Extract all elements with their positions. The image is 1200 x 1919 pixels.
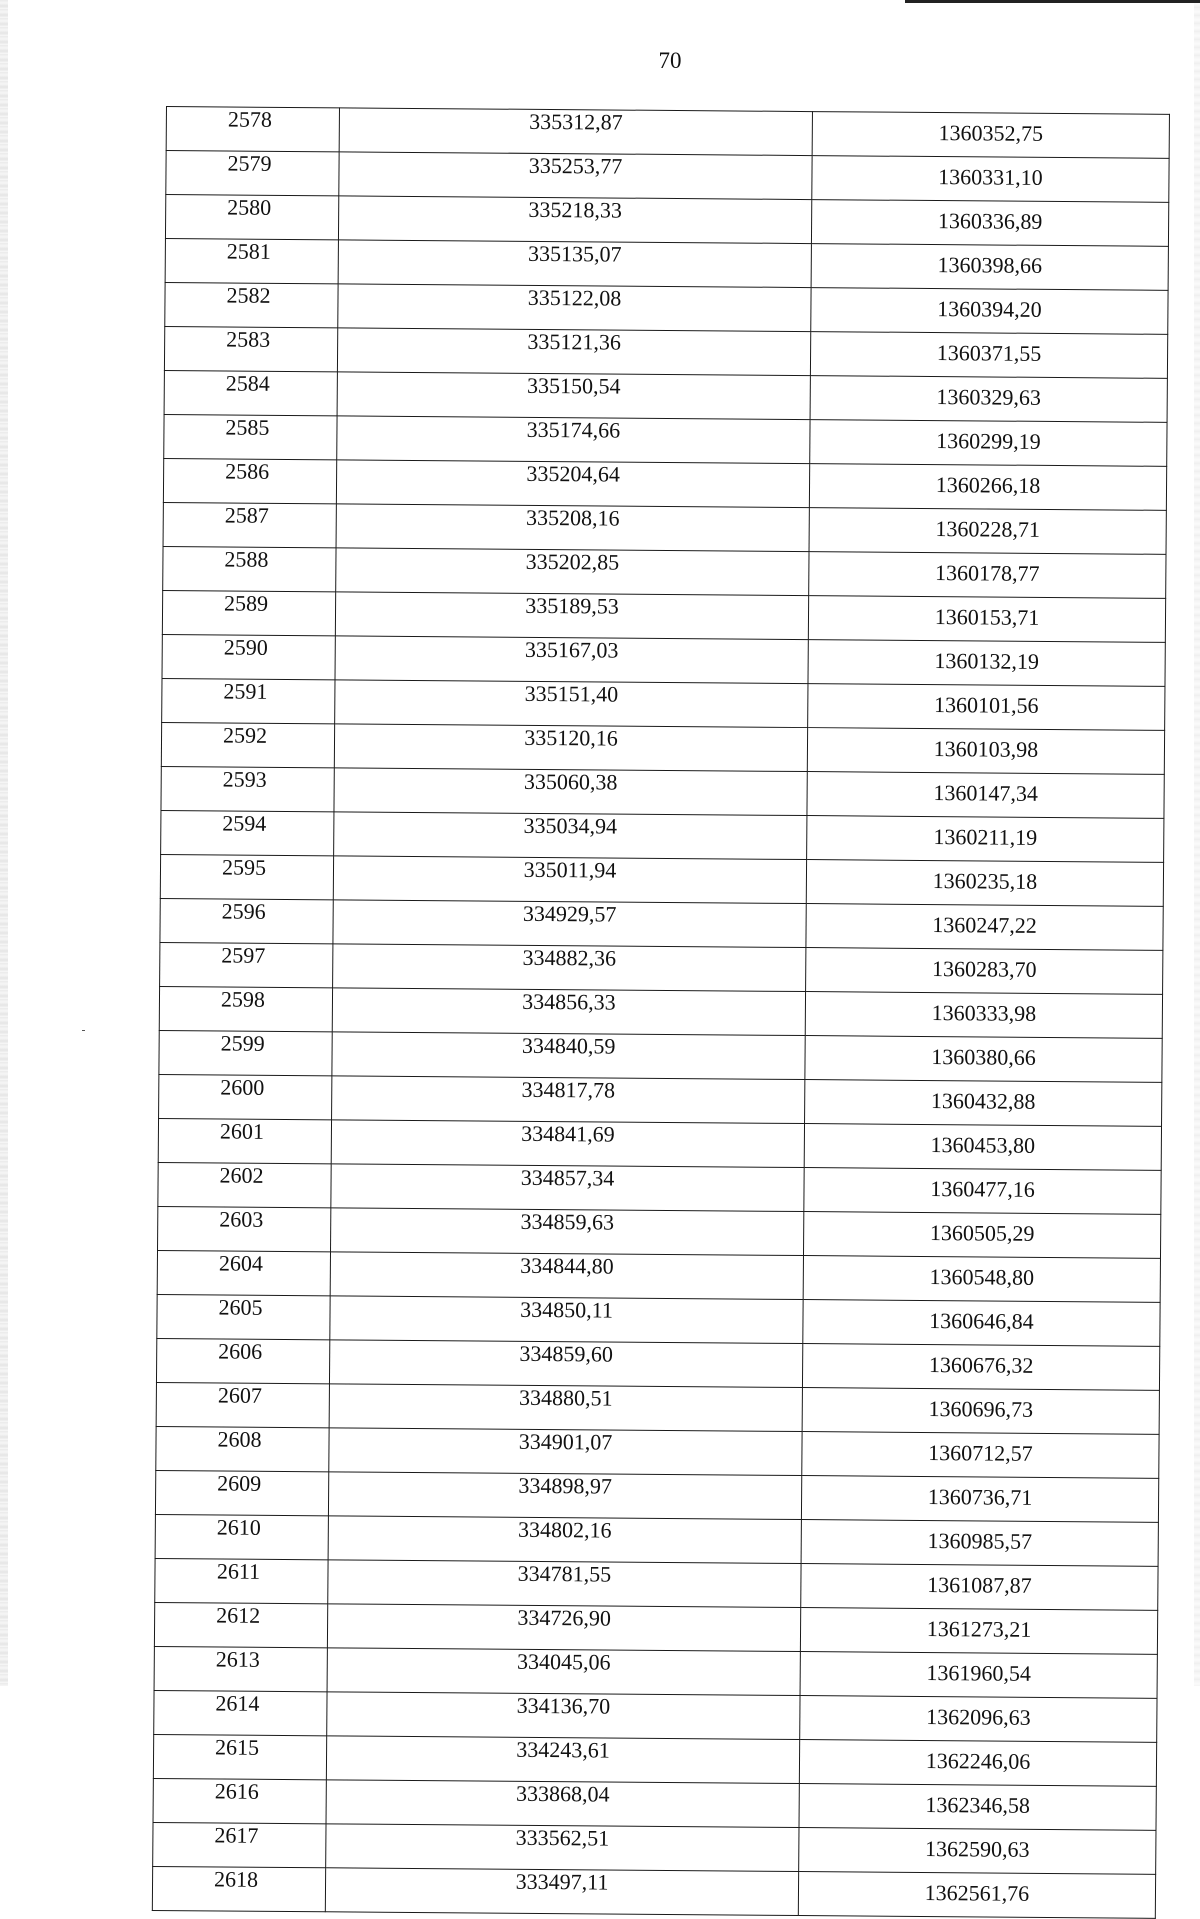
- x-coordinate-cell: 334898,97: [328, 1472, 801, 1520]
- point-number-cell: 2590: [162, 634, 335, 679]
- table-row: [156, 1338, 1159, 1390]
- y-coordinate-cell: 1360101,56: [808, 684, 1165, 731]
- point-number-cell: 2579: [166, 151, 339, 196]
- y-coordinate-cell: 1360235,18: [806, 860, 1163, 907]
- x-coordinate-cell: 335167,03: [335, 636, 808, 684]
- y-coordinate-cell: 1360247,22: [806, 904, 1163, 951]
- table-row: [157, 1294, 1160, 1346]
- x-coordinate-cell: 334841,69: [331, 1120, 804, 1168]
- point-number-cell: 2602: [158, 1162, 331, 1207]
- y-coordinate-cell: 1360153,71: [808, 596, 1165, 643]
- y-coordinate-cell: 1360103,98: [807, 728, 1164, 775]
- y-coordinate-cell: 1360712,57: [802, 1432, 1159, 1479]
- table-row: [166, 151, 1169, 203]
- point-number-cell: 2591: [162, 678, 335, 723]
- point-number-cell: 2592: [161, 722, 334, 767]
- y-coordinate-cell: 1360736,71: [801, 1476, 1158, 1523]
- x-coordinate-cell: 333497,11: [325, 1868, 798, 1916]
- y-coordinate-cell: 1360211,19: [807, 816, 1164, 863]
- table-row: [159, 986, 1162, 1038]
- y-coordinate-cell: 1362561,76: [798, 1872, 1155, 1919]
- y-coordinate-cell: 1362346,58: [799, 1784, 1156, 1831]
- top-rule: [905, 0, 1200, 3]
- table-row: [163, 458, 1166, 510]
- table-row: [154, 1646, 1157, 1698]
- table-row: [159, 1074, 1162, 1126]
- point-number-cell: 2580: [165, 195, 338, 240]
- x-coordinate-cell: 335151,40: [335, 680, 808, 728]
- table-row: [160, 854, 1163, 906]
- scan-edge-left: [0, 0, 8, 1686]
- x-coordinate-cell: 335253,77: [339, 152, 812, 200]
- x-coordinate-cell: 335122,08: [338, 284, 811, 332]
- point-number-cell: 2586: [163, 458, 336, 503]
- coordinates-table-wrapper: [152, 106, 1160, 1919]
- x-coordinate-cell: 334726,90: [327, 1604, 800, 1652]
- table-row: [158, 1206, 1161, 1258]
- table-row: [153, 1734, 1156, 1786]
- y-coordinate-cell: 1360331,10: [812, 156, 1169, 203]
- y-coordinate-cell: 1360676,32: [802, 1344, 1159, 1391]
- point-number-cell: 2613: [154, 1646, 327, 1691]
- table-row: [155, 1470, 1158, 1522]
- y-coordinate-cell: 1360371,55: [810, 332, 1167, 379]
- x-coordinate-cell: 335204,64: [336, 460, 809, 508]
- page-number: 70: [658, 48, 682, 73]
- point-number-cell: 2594: [161, 810, 334, 855]
- y-coordinate-cell: 1360985,57: [801, 1520, 1158, 1567]
- table-row: [154, 1690, 1157, 1742]
- table-row: [164, 414, 1167, 466]
- point-number-cell: 2585: [164, 414, 337, 459]
- x-coordinate-cell: 334859,63: [331, 1208, 804, 1256]
- point-number-cell: 2593: [161, 766, 334, 811]
- point-number-cell: 2611: [155, 1558, 328, 1603]
- x-coordinate-cell: 334781,55: [328, 1560, 801, 1608]
- y-coordinate-cell: 1360432,88: [805, 1080, 1162, 1127]
- x-coordinate-cell: 334901,07: [329, 1428, 802, 1476]
- point-number-cell: 2581: [165, 238, 338, 283]
- table-row: [155, 1558, 1158, 1610]
- point-number-cell: 2617: [153, 1822, 326, 1867]
- x-coordinate-cell: 335120,16: [334, 724, 807, 772]
- x-coordinate-cell: 335135,07: [338, 240, 811, 288]
- point-number-cell: 2599: [159, 1030, 332, 1075]
- y-coordinate-cell: 1361273,21: [800, 1608, 1157, 1655]
- y-coordinate-cell: 1360266,18: [809, 464, 1166, 511]
- table-row: [160, 898, 1163, 950]
- point-number-cell: 2608: [156, 1426, 329, 1471]
- point-number-cell: 2584: [164, 370, 337, 415]
- x-coordinate-cell: 335189,53: [335, 592, 808, 640]
- y-coordinate-cell: 1360178,77: [809, 552, 1166, 599]
- table-row: [164, 326, 1167, 378]
- coordinates-table-body: [152, 107, 1169, 1919]
- x-coordinate-cell: 335208,16: [336, 504, 809, 552]
- y-coordinate-cell: 1360398,66: [811, 244, 1168, 291]
- point-number-cell: 2609: [155, 1470, 328, 1515]
- y-coordinate-cell: 1360299,19: [810, 420, 1167, 467]
- x-coordinate-cell: 335312,87: [339, 108, 812, 156]
- table-row: [161, 766, 1164, 818]
- x-coordinate-cell: 335034,94: [334, 812, 807, 860]
- table-row: [158, 1162, 1161, 1214]
- table-row: [162, 634, 1165, 686]
- table-row: [162, 678, 1165, 730]
- y-coordinate-cell: 1360477,16: [804, 1168, 1161, 1215]
- table-row: [156, 1382, 1159, 1434]
- table-row: [153, 1778, 1156, 1830]
- x-coordinate-cell: 334929,57: [333, 900, 806, 948]
- point-number-cell: 2606: [156, 1338, 329, 1383]
- point-number-cell: 2582: [165, 282, 338, 327]
- y-coordinate-cell: 1360352,75: [812, 112, 1169, 159]
- scan-speck: [82, 1030, 85, 1031]
- y-coordinate-cell: 1360505,29: [803, 1212, 1160, 1259]
- x-coordinate-cell: 333562,51: [326, 1824, 799, 1872]
- table-row: [159, 1030, 1162, 1082]
- table-row: [156, 1426, 1159, 1478]
- table-row: [153, 1822, 1156, 1874]
- y-coordinate-cell: 1361087,87: [801, 1564, 1158, 1611]
- x-coordinate-cell: 335060,38: [334, 768, 807, 816]
- y-coordinate-cell: 1360548,80: [803, 1256, 1160, 1303]
- table-row: [160, 942, 1163, 994]
- y-coordinate-cell: 1360453,80: [804, 1124, 1161, 1171]
- x-coordinate-cell: 334840,59: [332, 1032, 805, 1080]
- y-coordinate-cell: 1362246,06: [799, 1740, 1156, 1787]
- y-coordinate-cell: 1360132,19: [808, 640, 1165, 687]
- x-coordinate-cell: 334817,78: [332, 1076, 805, 1124]
- point-number-cell: 2601: [158, 1118, 331, 1163]
- table-row: [165, 238, 1168, 290]
- table-row: [165, 282, 1168, 334]
- table-row: [162, 590, 1165, 642]
- point-number-cell: 2607: [156, 1382, 329, 1427]
- table-row: [155, 1514, 1158, 1566]
- table-row: [164, 370, 1167, 422]
- y-coordinate-cell: 1360696,73: [802, 1388, 1159, 1435]
- y-coordinate-cell: 1362096,63: [800, 1696, 1157, 1743]
- point-number-cell: 2614: [154, 1690, 327, 1735]
- coordinates-table: [152, 106, 1170, 1919]
- table-row: [158, 1118, 1161, 1170]
- x-coordinate-cell: 335011,94: [333, 856, 806, 904]
- x-coordinate-cell: 334844,80: [330, 1252, 803, 1300]
- scan-edge-right: [1194, 0, 1200, 1686]
- x-coordinate-cell: 335150,54: [337, 372, 810, 420]
- point-number-cell: 2589: [162, 590, 335, 635]
- y-coordinate-cell: 1360329,63: [810, 376, 1167, 423]
- x-coordinate-cell: 334882,36: [333, 944, 806, 992]
- y-coordinate-cell: 1360147,34: [807, 772, 1164, 819]
- y-coordinate-cell: 1360646,84: [803, 1300, 1160, 1347]
- point-number-cell: 2598: [159, 986, 332, 1031]
- x-coordinate-cell: 335202,85: [336, 548, 809, 596]
- y-coordinate-cell: 1360283,70: [806, 948, 1163, 995]
- x-coordinate-cell: 335218,33: [338, 196, 811, 244]
- point-number-cell: 2600: [159, 1074, 332, 1119]
- point-number-cell: 2597: [160, 942, 333, 987]
- point-number-cell: 2596: [160, 898, 333, 943]
- point-number-cell: 2595: [160, 854, 333, 899]
- y-coordinate-cell: 1360336,89: [811, 200, 1168, 247]
- y-coordinate-cell: 1360228,71: [809, 508, 1166, 555]
- x-coordinate-cell: 334136,70: [327, 1692, 800, 1740]
- table-row: [163, 502, 1166, 554]
- y-coordinate-cell: 1362590,63: [799, 1828, 1156, 1875]
- table-row: [165, 195, 1168, 247]
- table-row: [152, 1866, 1155, 1918]
- x-coordinate-cell: 334857,34: [331, 1164, 804, 1212]
- x-coordinate-cell: 334880,51: [329, 1384, 802, 1432]
- point-number-cell: 2603: [158, 1206, 331, 1251]
- x-coordinate-cell: 334243,61: [326, 1736, 799, 1784]
- y-coordinate-cell: 1360380,66: [805, 1036, 1162, 1083]
- point-number-cell: 2616: [153, 1778, 326, 1823]
- point-number-cell: 2612: [154, 1602, 327, 1647]
- x-coordinate-cell: 334850,11: [330, 1296, 803, 1344]
- point-number-cell: 2605: [157, 1294, 330, 1339]
- table-row: [166, 107, 1169, 159]
- point-number-cell: 2583: [164, 326, 337, 371]
- point-number-cell: 2615: [153, 1734, 326, 1779]
- x-coordinate-cell: 334856,33: [332, 988, 805, 1036]
- point-number-cell: 2578: [166, 107, 339, 152]
- x-coordinate-cell: 335174,66: [337, 416, 810, 464]
- table-row: [157, 1250, 1160, 1302]
- y-coordinate-cell: 1360333,98: [805, 992, 1162, 1039]
- point-number-cell: 2618: [152, 1866, 325, 1911]
- table-row: [154, 1602, 1157, 1654]
- y-coordinate-cell: 1360394,20: [811, 288, 1168, 335]
- table-row: [163, 546, 1166, 598]
- x-coordinate-cell: 333868,04: [326, 1780, 799, 1828]
- point-number-cell: 2610: [155, 1514, 328, 1559]
- table-row: [161, 722, 1164, 774]
- point-number-cell: 2587: [163, 502, 336, 547]
- x-coordinate-cell: 335121,36: [337, 328, 810, 376]
- point-number-cell: 2604: [157, 1250, 330, 1295]
- x-coordinate-cell: 334045,06: [327, 1648, 800, 1696]
- table-row: [161, 810, 1164, 862]
- point-number-cell: 2588: [163, 546, 336, 591]
- y-coordinate-cell: 1361960,54: [800, 1652, 1157, 1699]
- x-coordinate-cell: 334802,16: [328, 1516, 801, 1564]
- x-coordinate-cell: 334859,60: [329, 1340, 802, 1388]
